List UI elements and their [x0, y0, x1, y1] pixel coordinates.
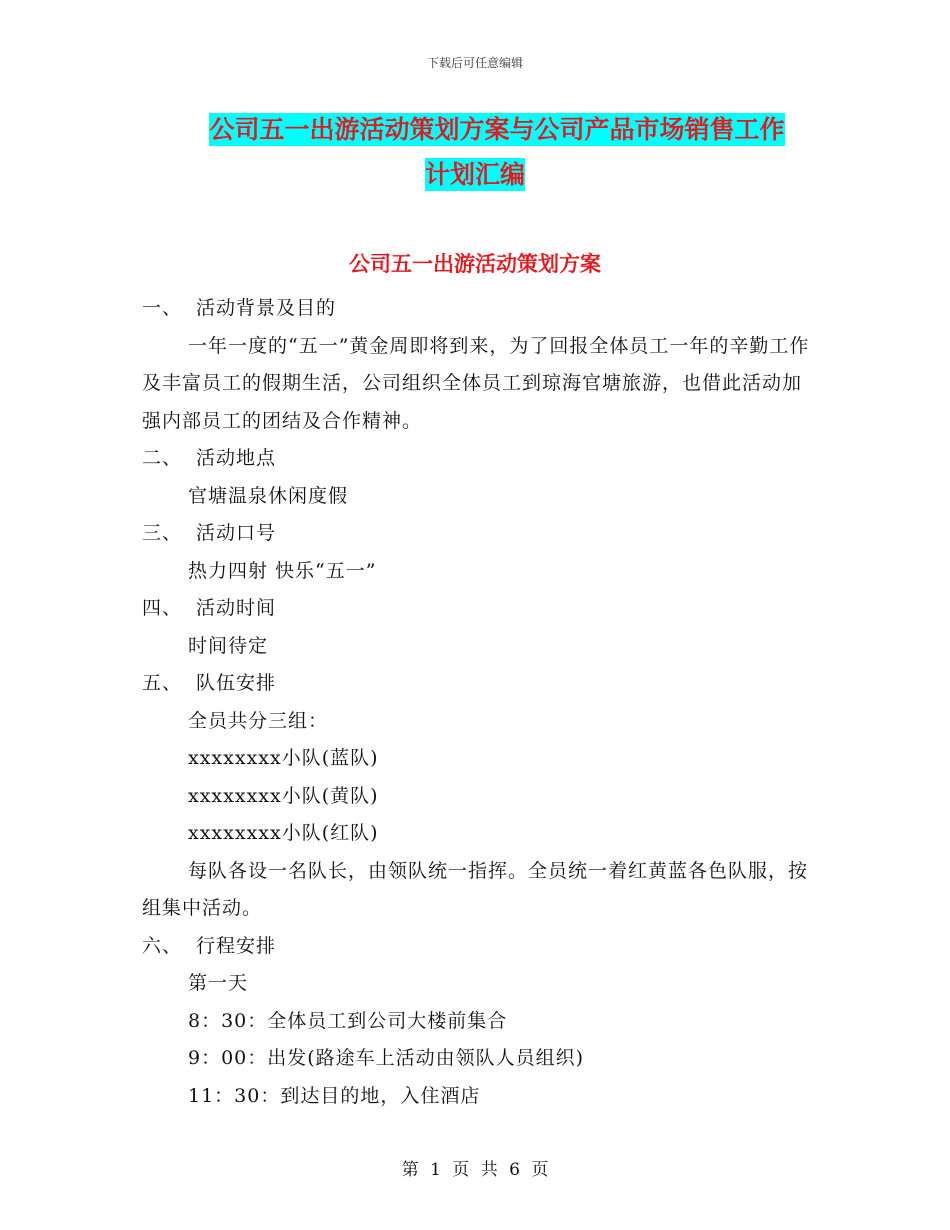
schedule-day-1: 第一天	[188, 972, 249, 994]
document-body	[142, 290, 810, 1115]
heading-location: 二、 活动地点	[142, 447, 277, 469]
paragraph-background: 一年一度的“五一”黄金周即将到来，为了回报全体员工一年的辛勤工作及丰富员工的假期生活，公司组织全体员工到琼海官塘旅游，也借此活动加强内部员工的团结及合作精神。	[142, 334, 810, 432]
team-red: xxxxxxxx小队(红队)	[188, 822, 379, 844]
heading-slogan: 三、 活动口号	[142, 522, 277, 544]
paragraph-slogan: 热力四射 快乐“五一”	[188, 559, 377, 582]
section-title: 公司五一出游活动策划方案	[349, 252, 601, 276]
page-footer: 第 1 页 共 6 页	[401, 1160, 549, 1180]
team-yellow: xxxxxxxx小队(黄队)	[188, 784, 379, 807]
schedule-item: 8：30：全体员工到公司大楼前集合	[188, 1009, 508, 1032]
team-blue: xxxxxxxx小队(蓝队)	[188, 747, 379, 769]
schedule-item: 9：00：出发(路途车上活动由领队人员组织)	[188, 1047, 585, 1069]
paragraph-location: 官塘温泉休闲度假	[188, 484, 349, 507]
heading-schedule: 六、 行程安排	[142, 934, 277, 957]
header-note: 下载后可任意编辑	[426, 56, 523, 70]
heading-teams: 五、 队伍安排	[142, 672, 277, 694]
paragraph-teams: 全员共分三组：	[188, 709, 329, 732]
heading-background: 一、 活动背景及目的	[142, 297, 337, 319]
paragraph-team-rules: 每队各设一名队长，由领队统一指挥。全员统一着红黄蓝各色队服，按组集中活动。	[142, 859, 809, 919]
document-title-line-1: 公司五一出游活动策划方案与公司产品市场销售工作	[209, 115, 785, 144]
heading-time: 四、 活动时间	[142, 597, 277, 619]
document-title-line-2: 计划汇编	[424, 160, 525, 189]
paragraph-time: 时间待定	[188, 634, 269, 657]
schedule-item: 11：30：到达目的地，入住酒店	[188, 1084, 481, 1107]
